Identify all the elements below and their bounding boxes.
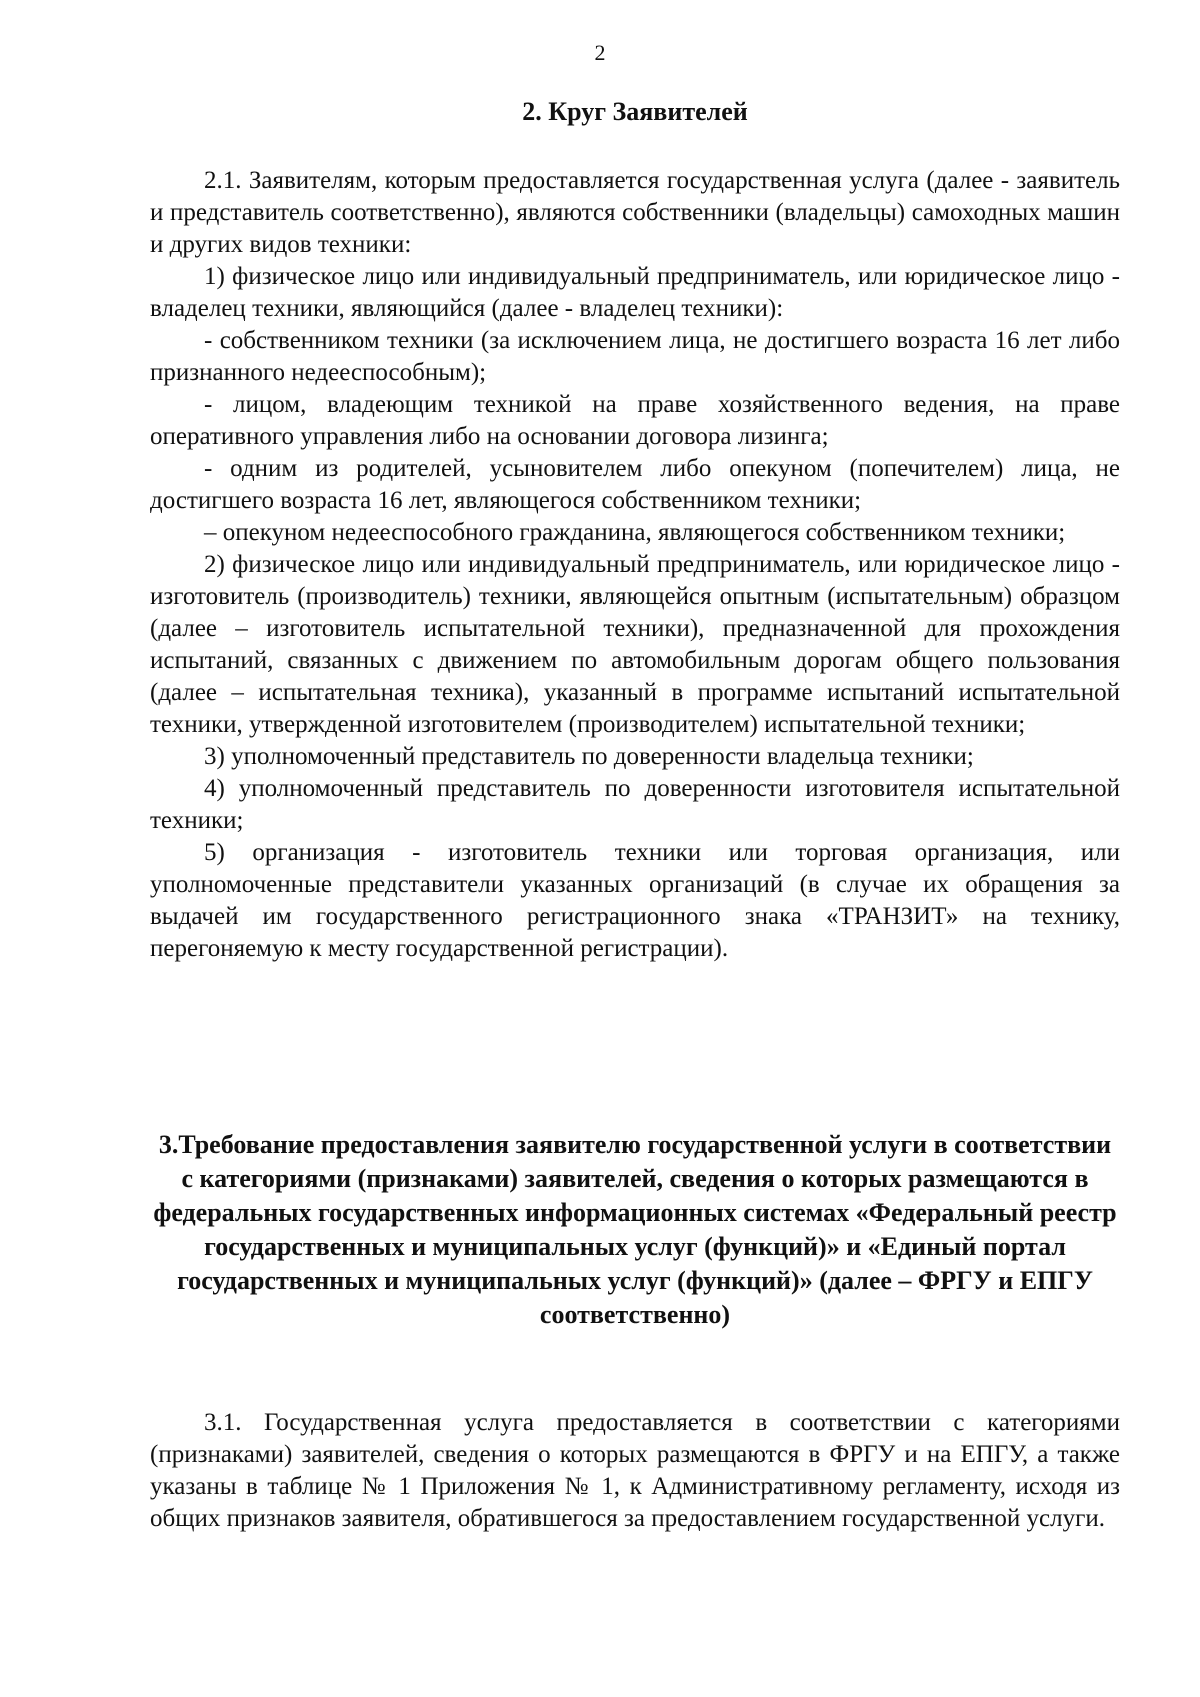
list-item-5: 5) организация - изготовитель техники или торговая организация, или уполномоченные представители указанных организаций (в случае их обращения за выдачей им государственного регистрационного знака «ТРАНЗИТ» на технику, перегоняемую к месту государственной регистрации). [150, 839, 1120, 962]
section-2-title: 2. Круг Заявителей [522, 97, 748, 126]
sub-item-parent: - одним из родителей, усыновителем либо опекуном (попечителем) лица, не достигшего возраста 16 лет, являющегося собственником техники; [150, 455, 1120, 514]
sub-item-owner: - собственником техники (за исключением лица, не достигшего возраста 16 лет либо признанного недееспособным); [150, 327, 1120, 386]
list-item-4: 4) уполномоченный представитель по доверенности изготовителя испытательной техники; [150, 775, 1120, 834]
list-item-2: 2) физическое лицо или индивидуальный предприниматель, или юридическое лицо - изготовитель (производитель) техники, являющейся опытным (испытательным) образцом (далее – изготовитель испытательной техники), предназначенной для прохождения испытаний, связанных с движением по автомобильным дорогам общего пользования (далее – испытательная техника), указанный в программе испытаний испытательной техники, утвержденной изготовителем (производителем) испытательной техники; [150, 551, 1120, 738]
sub-item-guardian: – опекуном недееспособного гражданина, являющегося собственником техники; [204, 519, 1066, 546]
paragraph-2-1: 2.1. Заявителям, которым предоставляется государственная услуга (далее - заявитель и представитель соответственно), являются собственники (владельцы) самоходных машин и других видов техники: [150, 167, 1120, 258]
sub-item-possessor: - лицом, владеющим техникой на праве хозяйственного ведения, на праве оперативного управления либо на основании договора лизинга; [150, 391, 1120, 450]
paragraph-3-1: 3.1. Государственная услуга предоставляется в соответствии с категориями (признаками) заявителей, сведения о которых размещаются в ФРГУ и на ЕПГУ, а также указаны в таблице № 1 Приложения № 1, к Административному регламенту, исходя из общих признаков заявителя, обратившегося за предоставлением государственной услуги. [150, 1409, 1120, 1532]
section-3-heading-block [150, 1128, 1120, 1332]
section-3-title: 3.Требование предоставления заявителю государственной услуги в соответствии с категориями (признаками) заявителей, сведения о которых размещаются в федеральных государственных информационных системах «Федеральный реестр государственных и муниципальных услуг (функций)» и «Единый портал государственных и муниципальных услуг (функций)» (далее – ФРГУ и ЕПГУ соответственно) [153, 1130, 1117, 1329]
list-item-3: 3) уполномоченный представитель по доверенности владельца техники; [204, 743, 974, 770]
page-number: 2 [594, 40, 606, 65]
section-3-body [150, 1407, 1120, 1535]
list-item-1: 1) физическое лицо или индивидуальный предприниматель, или юридическое лицо - владелец техники, являющийся (далее - владелец техники): [150, 263, 1120, 322]
section-2-body [150, 165, 1120, 965]
section-2-heading-block [150, 95, 1120, 128]
